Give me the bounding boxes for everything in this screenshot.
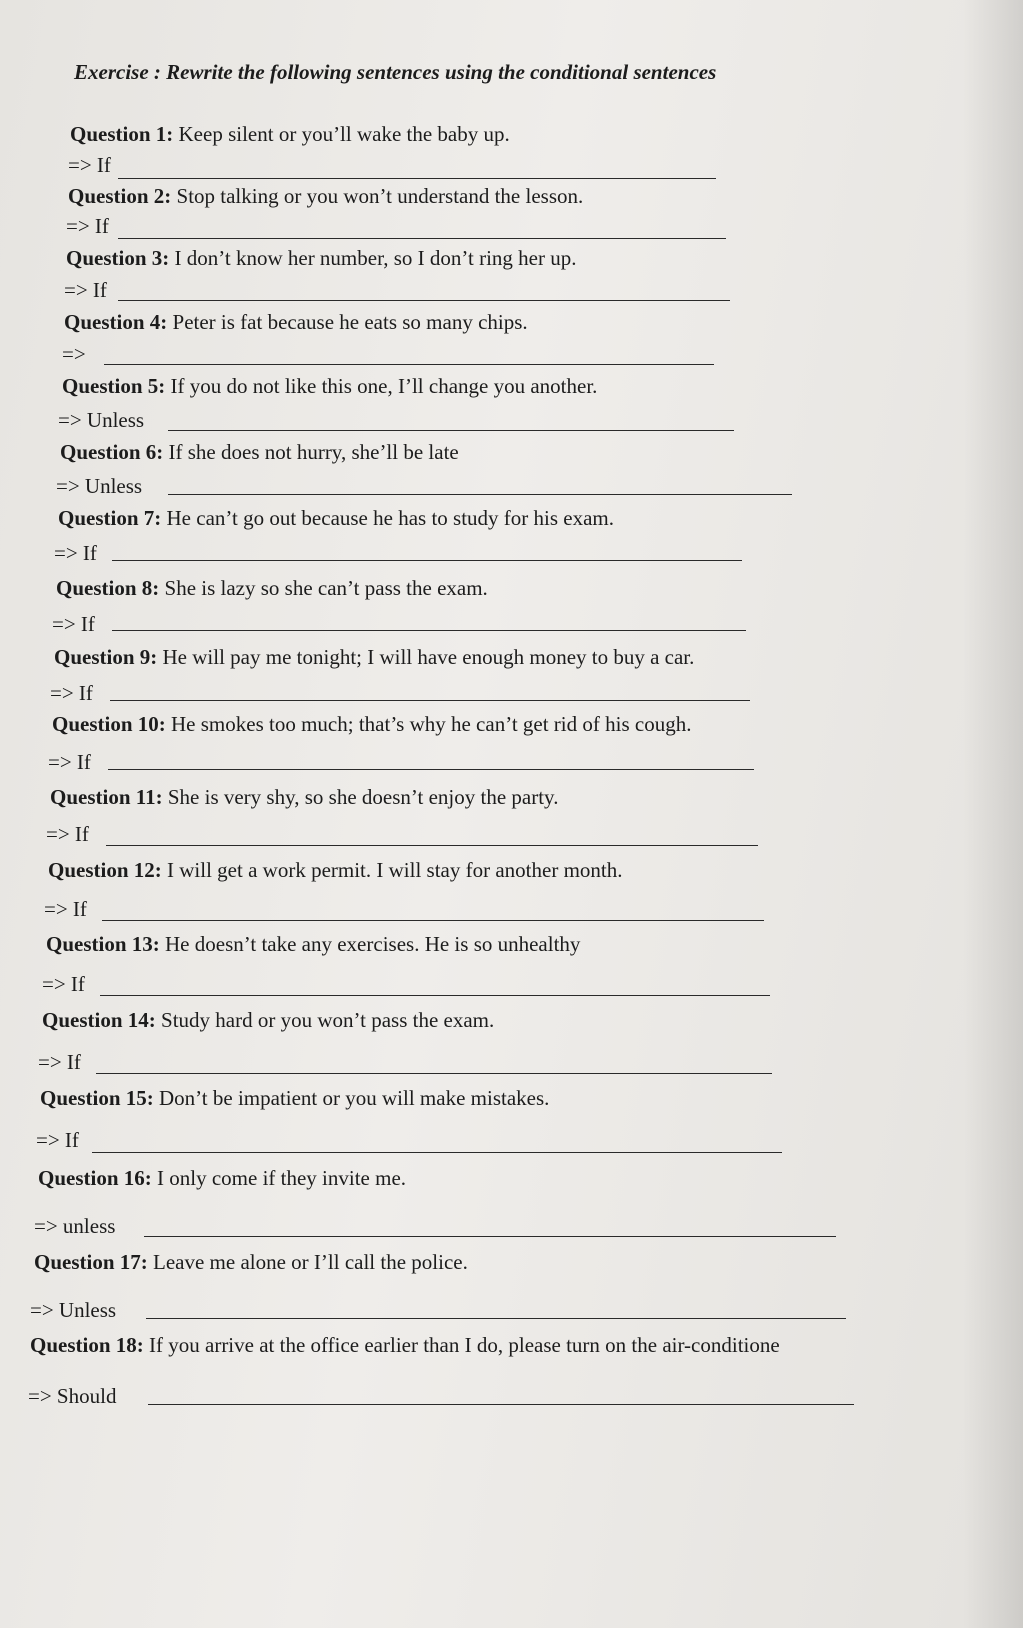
- question-text: Keep silent or you’ll wake the baby up.: [178, 122, 510, 146]
- answer-prompt-10: => If: [48, 750, 91, 774]
- question-14: [42, 1008, 494, 1033]
- question-15: [40, 1086, 549, 1111]
- answer-prompt-9: => If: [50, 681, 93, 705]
- question-text: I don’t know her number, so I don’t ring her up.: [174, 246, 577, 270]
- question-2: [68, 184, 583, 209]
- answer-prompt-6: => Unless: [56, 474, 143, 498]
- question-label: Question 4:: [64, 310, 168, 334]
- question-label: Question 16:: [38, 1166, 152, 1190]
- question-text: He can’t go out because he has to study for his exam.: [166, 506, 615, 530]
- question-text: He will pay me tonight; I will have enough money to buy a car.: [162, 645, 695, 669]
- question-label: Question 1:: [70, 122, 174, 146]
- answer-line-3[interactable]: [118, 300, 730, 301]
- answer-line-11[interactable]: [106, 845, 758, 846]
- question-17: [34, 1250, 468, 1275]
- question-18: [30, 1333, 780, 1358]
- question-text: Study hard or you won’t pass the exam.: [161, 1008, 495, 1032]
- question-3: [66, 246, 577, 271]
- answer-prompt-12: => If: [44, 897, 87, 921]
- question-text: If she does not hurry, she’ll be late: [168, 440, 459, 464]
- answer-prompt-13: => If: [42, 972, 85, 996]
- answer-prompt-14: => If: [38, 1050, 81, 1074]
- question-11: [50, 785, 558, 810]
- question-text: She is very shy, so she doesn’t enjoy the party.: [167, 785, 559, 809]
- answer-line-8[interactable]: [112, 630, 746, 631]
- question-8: [56, 576, 488, 601]
- answer-prompt-5: => Unless: [58, 408, 145, 432]
- answer-prompt-2: => If: [66, 214, 109, 238]
- question-label: Question 3:: [66, 246, 170, 270]
- page-shadow: [963, 0, 1023, 1628]
- answer-line-6[interactable]: [168, 494, 792, 495]
- question-label: Question 12:: [48, 858, 162, 882]
- question-label: Question 9:: [54, 645, 158, 669]
- answer-line-9[interactable]: [110, 700, 750, 701]
- answer-prompt-8: => If: [52, 612, 95, 636]
- answer-prompt-17: => Unless: [30, 1298, 117, 1322]
- answer-prompt-18: => Should: [28, 1384, 117, 1408]
- question-text: She is lazy so she can’t pass the exam.: [164, 576, 488, 600]
- question-label: Question 15:: [40, 1086, 154, 1110]
- answer-prompt-4: =>: [62, 342, 86, 366]
- question-1: [70, 122, 510, 147]
- question-4: [64, 310, 528, 335]
- answer-line-14[interactable]: [96, 1073, 772, 1074]
- answer-line-12[interactable]: [102, 920, 764, 921]
- answer-line-5[interactable]: [168, 430, 734, 431]
- question-10: [52, 712, 691, 737]
- answer-line-17[interactable]: [146, 1318, 846, 1319]
- question-12: [48, 858, 623, 883]
- answer-prompt-11: => If: [46, 822, 89, 846]
- answer-line-16[interactable]: [144, 1236, 836, 1237]
- question-7: [58, 506, 614, 531]
- question-label: Question 2:: [68, 184, 172, 208]
- question-text: Stop talking or you won’t understand the lesson.: [176, 184, 584, 208]
- question-label: Question 5:: [62, 374, 166, 398]
- question-label: Question 11:: [50, 785, 163, 809]
- answer-line-4[interactable]: [104, 364, 714, 365]
- answer-line-13[interactable]: [100, 995, 770, 996]
- answer-line-1[interactable]: [118, 178, 716, 179]
- question-6: [60, 440, 459, 465]
- question-text: I will get a work permit. I will stay for another month.: [167, 858, 623, 882]
- question-label: Question 14:: [42, 1008, 156, 1032]
- question-9: [54, 645, 694, 670]
- question-text: I only come if they invite me.: [157, 1166, 407, 1190]
- answer-prompt-3: => If: [64, 278, 107, 302]
- answer-line-7[interactable]: [112, 560, 742, 561]
- question-text: If you do not like this one, I’ll change you another.: [170, 374, 598, 398]
- answer-prompt-16: => unless: [34, 1214, 116, 1238]
- question-text: Leave me alone or I’ll call the police.: [153, 1250, 468, 1274]
- question-text: Peter is fat because he eats so many chips.: [172, 310, 528, 334]
- question-text: He doesn’t take any exercises. He is so unhealthy: [165, 932, 581, 956]
- answer-line-10[interactable]: [108, 769, 754, 770]
- question-text: He smokes too much; that’s why he can’t get rid of his cough.: [171, 712, 692, 736]
- answer-prompt-7: => If: [54, 541, 97, 565]
- question-text: Don’t be impatient or you will make mistakes.: [159, 1086, 550, 1110]
- question-label: Question 10:: [52, 712, 166, 736]
- question-label: Question 8:: [56, 576, 160, 600]
- question-label: Question 17:: [34, 1250, 148, 1274]
- question-label: Question 6:: [60, 440, 164, 464]
- answer-line-2[interactable]: [118, 238, 726, 239]
- answer-prompt-15: => If: [36, 1128, 79, 1152]
- answer-line-15[interactable]: [92, 1152, 782, 1153]
- exercise-title: Exercise : Rewrite the following sentences using the conditional sentences: [74, 60, 717, 84]
- question-16: [38, 1166, 406, 1191]
- question-text: If you arrive at the office earlier than I do, please turn on the air-conditione: [149, 1333, 780, 1357]
- question-13: [46, 932, 580, 957]
- question-5: [62, 374, 597, 399]
- question-label: Question 18:: [30, 1333, 144, 1357]
- question-label: Question 13:: [46, 932, 160, 956]
- answer-prompt-1: => If: [68, 153, 111, 177]
- question-label: Question 7:: [58, 506, 162, 530]
- answer-line-18[interactable]: [148, 1404, 854, 1405]
